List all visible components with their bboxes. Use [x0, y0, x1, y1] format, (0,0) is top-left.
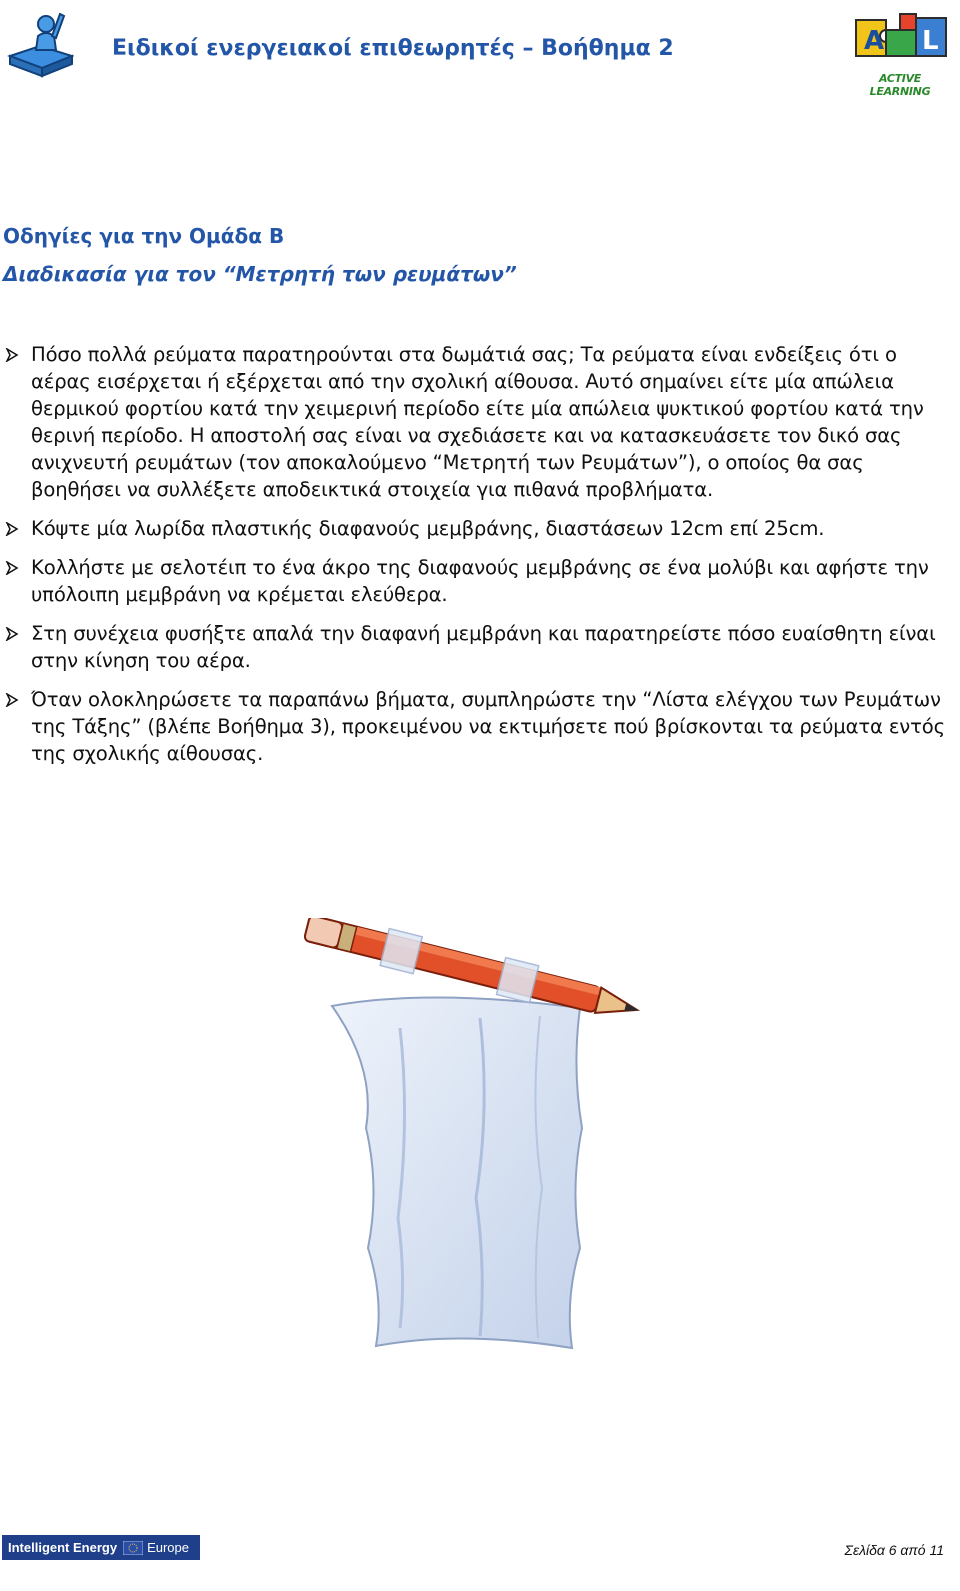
arrowhead-bullet-icon [5, 693, 19, 707]
document-header-title: Ειδικοί ενεργειακοί επιθεωρητές – Βοήθημα 2 [112, 36, 674, 61]
footer-brand-left: Intelligent Energy [8, 1540, 118, 1555]
intelligent-energy-europe-logo [2, 1535, 200, 1560]
student-at-desk-icon [6, 6, 74, 78]
arrowhead-bullet-icon [5, 348, 19, 362]
list-item [0, 515, 950, 542]
arrowhead-bullet-icon [5, 561, 19, 575]
list-item-text: Κολλήστε με σελοτέιπ το ένα άκρο της διαφανούς μεμβράνης σε ένα μολύβι και αφήστε την υπόλοιπη μεμβράνη να κρέμεται ελεύθερα. [31, 556, 929, 606]
list-item-text: Κόψτε μία λωρίδα πλαστικής διαφανούς μεμβράνης, διαστάσεων 12cm επί 25cm. [31, 517, 825, 540]
list-item [0, 620, 950, 674]
section-title-procedure: Διαδικασία για τον “Μετρητή των ρευμάτων” [3, 262, 517, 286]
arrowhead-bullet-icon [5, 627, 19, 641]
logo-text: ACTIVE LEARNING [869, 72, 931, 98]
arrowhead-bullet-icon [5, 522, 19, 536]
pencil-with-plastic-strip-icon [280, 918, 680, 1358]
list-item [0, 341, 950, 503]
active-learning-logo [848, 12, 952, 98]
section-title-group: Οδηγίες για την Ομάδα Β [3, 224, 285, 248]
list-item [0, 686, 950, 767]
eu-flag-icon [123, 1541, 143, 1555]
footer-brand-right: Europe [147, 1540, 189, 1555]
list-item [0, 554, 950, 608]
page-number: Σελίδα 6 από 11 [844, 1542, 944, 1558]
list-item-text: Πόσο πολλά ρεύματα παρατηρούνται στα δωμάτιά σας; Τα ρεύματα είναι ενδείξεις ότι ο αέρας εισέρχεται ή εξέρχεται από την σχολική αίθουσα. Αυτό σημαίνει είτε μία απώλεια θερμικού φορτίου κατά την χειμερινή περίοδο είτε μία απώλεια ψυκτικού φορτίου κατά την θερινή περίοδο. Η αποστολή σας είναι να σχεδιάσετε και να κατασκευάσετε τον δικό σας ανιχνευτή ρευμάτων (τον αποκαλούμενο “Μετρητή των Ρευμάτων”), ο οποίος θα σας βοηθήσει να συλλέξετε αποδεικτικά στοιχεία για πιθανά προβλήματα. [31, 343, 924, 501]
instruction-list [0, 341, 950, 779]
list-item-text: Όταν ολοκληρώσετε τα παραπάνω βήματα, συμπληρώστε την “Λίστα ελέγχου των Ρευμάτων της Τάξης” (βλέπε Βοήθημα 3), προκειμένου να εκτιμήσετε πού βρίσκονται τα ρεύματα εντός της σχολικής αίθουσας. [31, 688, 945, 765]
list-item-text: Στη συνέχεια φυσήξτε απαλά την διαφανή μεμβράνη και παρατηρείστε πόσο ευαίσθητη είναι στην κίνηση του αέρα. [31, 622, 936, 672]
logo-letter-l: L [922, 26, 939, 56]
logo-letter-a: A [864, 26, 885, 56]
